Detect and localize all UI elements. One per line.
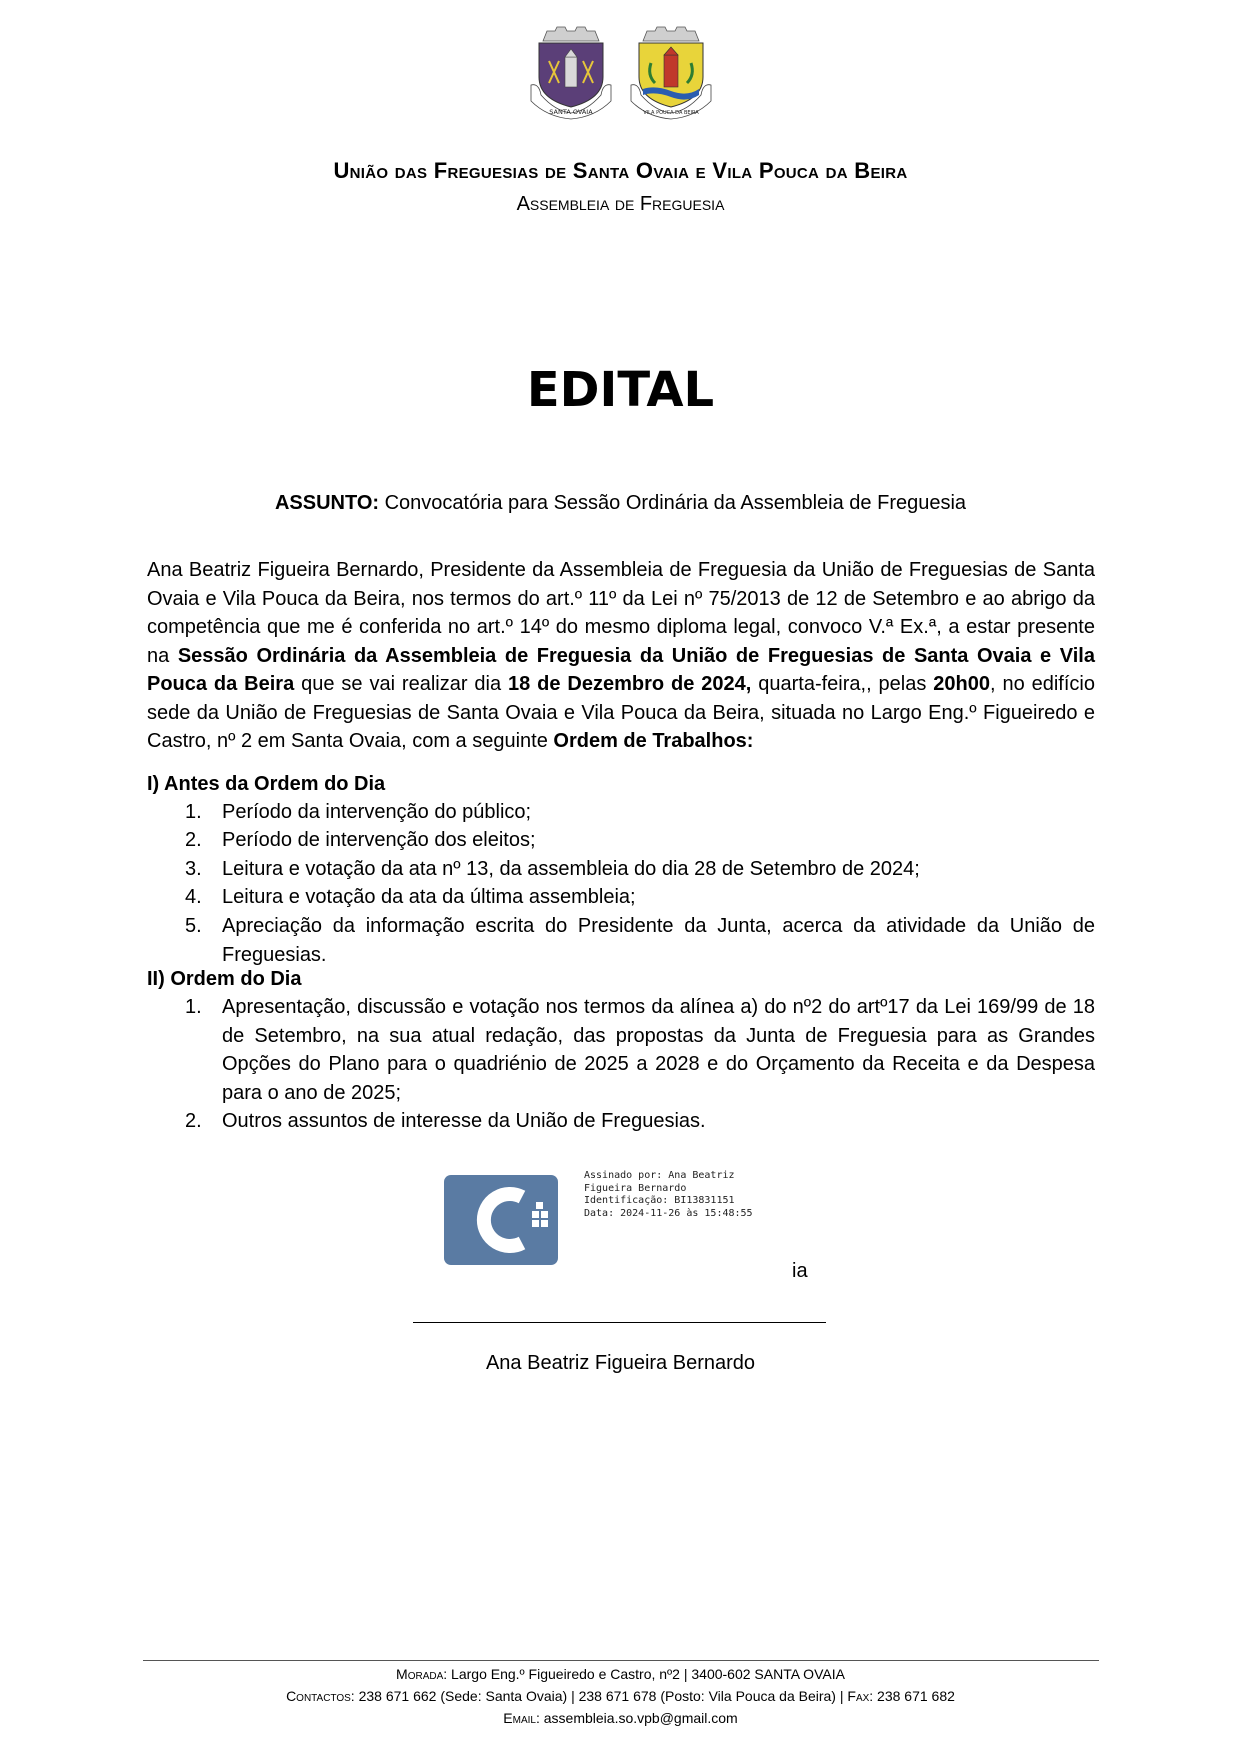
agenda-item: [147, 883, 1095, 911]
footer-address: [0, 1666, 1241, 1682]
subject-line: [0, 492, 1241, 515]
assembly-name: Assembleia de Freguesia: [516, 193, 725, 215]
item-number: 1.: [185, 801, 202, 823]
agenda-label: Ordem de Trabalhos:: [553, 730, 754, 752]
citizen-card-icon: [444, 1175, 558, 1265]
footer-divider: [143, 1660, 1099, 1661]
svg-text:SANTA OVAIA: SANTA OVAIA: [549, 108, 593, 116]
contacts-value: 238 671 662 (Sede: Santa Ovaia) | 238 671 678 (Posto: Vila Pouca da Beira) |: [354, 1688, 848, 1704]
agenda-item: [147, 1107, 1095, 1135]
item-number: 5.: [185, 915, 202, 937]
subject-label: ASSUNTO:: [274, 492, 380, 514]
paragraph-text: Ana Beatriz Figueira Bernardo, Presidente da Assembleia de Freguesia da União de Freguesias de Santa Ovaia e Vila Pouca da Beira, nos termos do art.º 11º da Lei nº 75/2013 de 12 de Setembro e ao abrigo da competência que me é conferida no art.º 14º do mesmo diploma legal, convoco V.ª Ex.ª, a estar presente na: [147, 559, 1095, 667]
session-date: 18 de Dezembro de 2024,: [508, 673, 752, 695]
item-text: Período da intervenção do público;: [222, 801, 532, 823]
signer-name: Ana Beatriz Figueira Bernardo: [485, 1352, 756, 1374]
footer-contacts: [0, 1688, 1241, 1704]
section-heading-before-agenda: I) Antes da Ordem do Dia: [147, 773, 386, 795]
signature-stamp: [584, 1170, 753, 1220]
convocation-paragraph: [147, 556, 1095, 756]
stamp-line: Data: 2024-11-26 às 15:48:55: [584, 1207, 753, 1219]
item-number: 1.: [185, 996, 202, 1018]
section-heading-agenda: II) Ordem do Dia: [147, 968, 302, 990]
item-text: Apreciação da informação escrita do Presidente da Junta, acerca da atividade da União de Freguesias.: [222, 915, 1095, 966]
vila-pouca-da-beira-crest: [631, 27, 711, 119]
agenda-item: [147, 912, 1095, 969]
stamp-line: Figueira Bernardo: [584, 1182, 687, 1194]
paragraph-text: , no edifício sede da União de Freguesias de Santa Ovaia e Vila Pouca da Beira, situada no Largo Eng.º Figueiredo e Castro, nº 2 em Santa Ovaia, com a seguinte: [147, 673, 1095, 752]
email-label: Email:: [503, 1710, 540, 1726]
item-number: 3.: [185, 858, 202, 880]
footer-email: [0, 1710, 1241, 1726]
fax-value: 238 671 682: [873, 1688, 955, 1704]
signature-line: [413, 1322, 826, 1323]
document-title: EDITAL: [526, 362, 715, 418]
fax-label: Fax:: [847, 1688, 874, 1704]
item-number: 2.: [185, 829, 202, 851]
item-number: 2.: [185, 1110, 202, 1132]
digital-signature-logo: [444, 1175, 558, 1265]
subject-text: Convocatória para Sessão Ordinária da Assembleia de Freguesia: [379, 492, 967, 514]
address-value: Largo Eng.º Figueiredo e Castro, nº2 | 3400-602 SANTA OVAIA: [447, 1666, 845, 1682]
agenda-item: [147, 993, 1095, 1107]
organization-name: União das Freguesias de Santa Ovaia e Vila Pouca da Beira: [333, 158, 908, 183]
session-time: 20h00: [933, 673, 990, 695]
stamp-line: Identificação: BI13831151: [584, 1195, 735, 1206]
stray-text: ia: [792, 1260, 808, 1282]
item-text: Outros assuntos de interesse da União de Freguesias.: [222, 1110, 706, 1132]
item-text: Apresentação, discussão e votação nos termos da alínea a) do nº2 do artº17 da Lei 169/99 de 18 de Setembro, na sua atual redação, das propostas da Junta de Freguesia para as Grandes Opções do Plano para o quadriénio de 2025 a 2028 e do Orçamento da Receita e da Despesa para o ano de 2025;: [222, 996, 1095, 1104]
agenda-item: [147, 855, 1095, 883]
parish-coats-of-arms: [525, 25, 725, 130]
item-text: Leitura e votação da ata da última assembleia;: [222, 886, 636, 908]
item-number: 4.: [185, 886, 202, 908]
agenda-item: [147, 826, 1095, 854]
stamp-line: Assinado por: Ana Beatriz: [584, 1170, 735, 1181]
svg-text:VILA POUCA DA BEIRA: VILA POUCA DA BEIRA: [643, 110, 699, 116]
item-text: Leitura e votação da ata nº 13, da assembleia do dia 28 de Setembro de 2024;: [222, 858, 920, 880]
paragraph-text: quarta-feira,, pelas: [751, 673, 934, 695]
paragraph-text: que se vai realizar dia: [294, 673, 509, 695]
contacts-label: Contactos:: [286, 1688, 355, 1704]
agenda-item: [147, 798, 1095, 826]
item-text: Período de intervenção dos eleitos;: [222, 829, 536, 851]
email-value[interactable]: assembleia.so.vpb@gmail.com: [539, 1710, 738, 1726]
address-label: Morada:: [396, 1666, 448, 1682]
session-name: Sessão Ordinária da Assembleia de Freguesia da União de Freguesias de Santa Ovaia e Vila Pouca da Beira: [147, 644, 1095, 695]
santa-ovaia-crest: [531, 27, 611, 119]
